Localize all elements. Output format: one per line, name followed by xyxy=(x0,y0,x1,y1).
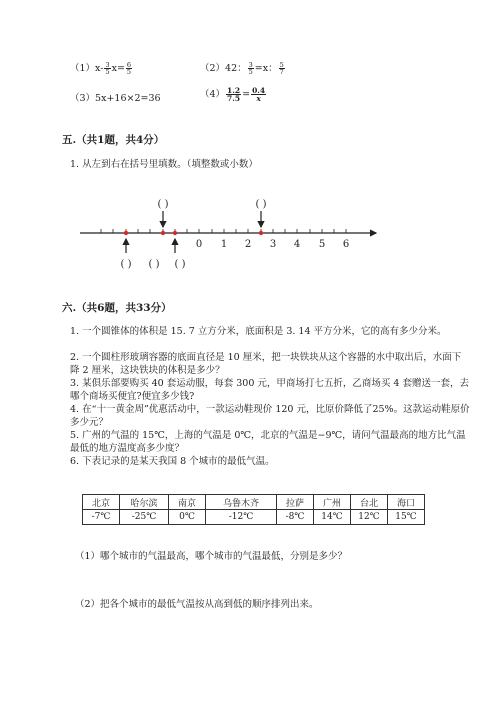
equation-label: （2） xyxy=(200,63,226,74)
point-marker xyxy=(259,231,263,235)
table-cell: 北京 xyxy=(83,495,120,510)
table-cell: 拉萨 xyxy=(277,495,314,510)
fraction: $\frac{6}{5}$ xyxy=(126,60,132,76)
answer-blank: ( ) xyxy=(157,199,169,210)
sub-question: （2）把各个城市的最低气温按从高到低的顺序排列出来。 xyxy=(75,599,319,610)
temperature-table xyxy=(82,494,425,525)
answer-blank: ( ) xyxy=(120,259,132,270)
equation-text: =x： xyxy=(254,63,278,74)
table-cell: 哈尔滨 xyxy=(120,495,169,510)
tick-marks xyxy=(101,229,346,233)
equation-label: （1） xyxy=(70,63,96,74)
table-cell: 14℃ xyxy=(314,510,351,525)
equation-text: 5x+16×2=36 xyxy=(95,93,161,104)
equation-text: x= xyxy=(111,63,125,74)
answer-blank: ( ) xyxy=(174,259,186,270)
question-text: 3. 某俱乐部要购买 40 套运动服，每套 300 元，甲商场打七五折，乙商场买 4 套赠送一套，去哪个商场买便宜?便宜多少钱? xyxy=(70,378,469,402)
equation-1 xyxy=(70,60,133,76)
equation-label: （3） xyxy=(70,93,96,104)
table-cell: -25℃ xyxy=(120,510,169,525)
tick-label: 1 xyxy=(220,239,228,250)
table-cell: 15℃ xyxy=(388,510,425,525)
table-cell: 南京 xyxy=(169,495,206,510)
question-text: 1. 一个圆锥体的体积是 15. 7 立方分米，底面积是 3. 14 平方分米，它的高有多少分米。 xyxy=(70,326,447,337)
question-text: 1. 从左到右在括号里填数。（填整数或小数） xyxy=(70,159,258,170)
question-text: 2. 一个圆柱形玻璃容器的底面直径是 10 厘米，把一块铁块从这个容器的水中取出后，水面下降 2 厘米，这块铁块的体积是多少？ xyxy=(70,352,462,376)
table-cell: 台北 xyxy=(351,495,388,510)
sub-question: （1）哪个城市的气温最高，哪个城市的气温最低，分别是多少？ xyxy=(75,551,348,562)
section-title: 五.（共1题，共4分） xyxy=(62,134,165,146)
tick-label: 5 xyxy=(318,239,326,250)
answer-blank: ( ) xyxy=(255,199,267,210)
table-cell: 乌鲁木齐 xyxy=(206,495,277,510)
table-cell: 12℃ xyxy=(351,510,388,525)
table-cell: 广州 xyxy=(314,495,351,510)
fraction: $\frac{3}{5}$ xyxy=(105,60,110,76)
tick-label: 0 xyxy=(195,239,203,250)
table-cell: -8℃ xyxy=(277,510,314,525)
equation-4 xyxy=(200,86,267,103)
fraction: $\frac{5}{7}$ xyxy=(279,60,284,76)
question-text: 5. 广州的气温的 15℃，上海的气温是 0℃，北京的气温是−9℃，请问气温最高的地方比气温最低的地方温度高多少度？ xyxy=(70,430,466,454)
question-text: 4. 在“十一黄金周”优惠活动中，一款运动鞋现价 120 元，比原价降低了25%。这款运动鞋原价多少元？ xyxy=(70,404,470,428)
equation-text: 42： xyxy=(225,63,247,74)
table-row xyxy=(83,495,425,510)
fraction: $\frac{3}{5}$ xyxy=(248,60,253,76)
table-row xyxy=(83,510,425,525)
question-text: 6. 下表记录的是某天我国 8 个城市的最低气温。 xyxy=(70,456,275,467)
section-title: 六.（共6题，共33分） xyxy=(62,302,172,314)
fraction: $\frac{0.4}{x}$ xyxy=(252,85,266,103)
tick-label: 2 xyxy=(244,239,252,250)
equation-text: = xyxy=(242,89,251,100)
answer-blank: ( ) xyxy=(148,259,160,270)
equation-text: x- xyxy=(95,63,104,74)
point-marker xyxy=(161,231,165,235)
equation-3 xyxy=(70,90,161,104)
table-cell: 海口 xyxy=(388,495,425,510)
equation-label: （4） xyxy=(200,89,226,100)
tick-label: 6 xyxy=(342,239,350,250)
table-cell: 0℃ xyxy=(169,510,206,525)
table-cell: -12℃ xyxy=(206,510,277,525)
number-line xyxy=(70,195,390,275)
point-marker xyxy=(124,231,128,235)
tick-label: 3 xyxy=(269,239,277,250)
tick-label: 4 xyxy=(293,239,301,250)
point-marker xyxy=(173,231,177,235)
table-cell: -7℃ xyxy=(83,510,120,525)
equation-2 xyxy=(200,60,286,76)
fraction: $\frac{1.2}{7.5}$ xyxy=(227,85,241,103)
